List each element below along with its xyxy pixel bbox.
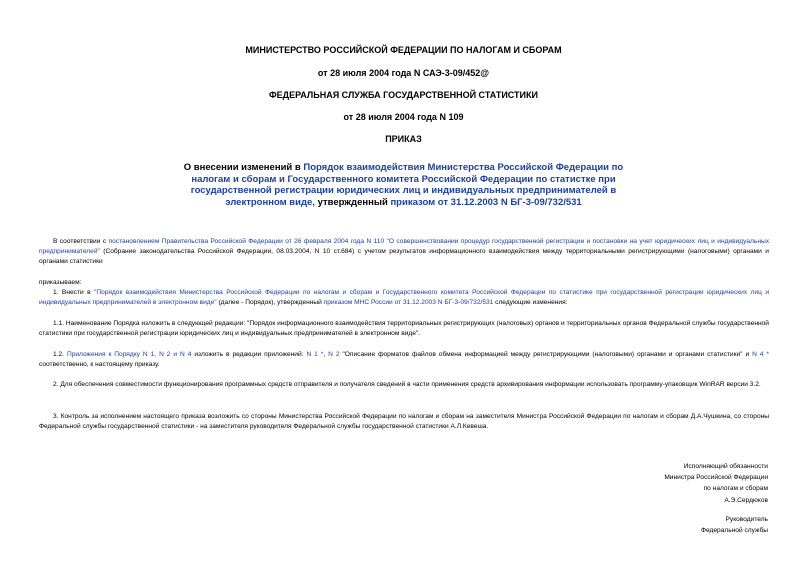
- item-2-paragraph: 2. Для обеспечения совместимости функционирования программных средств отправителя и получателя сведений в части применения средств архивирования информации использовать программу-упаковщик WinRAR версии 3.2.: [53, 381, 761, 388]
- ministry-order-date: от 28 июля 2004 года N САЭ-3-09/452@: [317, 68, 490, 78]
- preamble-text-1: В соответствии с: [53, 238, 109, 245]
- item-1-2-text-2: изложить в редакции приложений:: [191, 351, 307, 358]
- preamble-text-2: (Собрание законодательства Российской Федерации, 08.03.2004, N 10 ст.684) с учетом результатов информационного взаимодействия между территориальными регистрирующими (налоговыми) органами и органами статистики: [39, 248, 769, 265]
- item-1-2-paragraph: [39, 350, 769, 370]
- signature-1-line-3: по налогам и сборам: [703, 485, 768, 493]
- signature-block-1: [664, 461, 768, 506]
- service-order-date: от 28 июля 2004 года N 109: [343, 112, 464, 122]
- mns-order-link[interactable]: приказом МНС России от 31.12.2003 N БГ-3-09/732/531: [323, 299, 494, 306]
- title-middle: утвержденный: [314, 196, 391, 208]
- item-1-2-text-3: ,: [323, 351, 329, 358]
- order-link[interactable]: приказом от 31.12.2003 N БГ-3-09/732/531: [390, 196, 582, 208]
- document-type: ПРИКАЗ: [385, 134, 422, 144]
- signature-2-line-1: Руководитель: [725, 516, 768, 523]
- appendix-2-link[interactable]: N 2: [328, 351, 340, 358]
- item-1-2-text-1: 1.2.: [53, 351, 67, 358]
- signature-1-line-2: Министра Российской Федерации: [664, 474, 768, 482]
- appendix-1-link[interactable]: N 1 *: [306, 351, 324, 358]
- item-1-text-2: (далее - Порядок), утвержденный: [216, 299, 324, 306]
- government-decree-link[interactable]: постановлением Правительства Российской Федерации от 26 февраля 2004 года N 110 "О совершенствовании процедур государственной регистрации и постановки на учет юридических лиц и индивидуальных предпринимателей": [39, 238, 769, 255]
- signature-1-line-1: Исполняющий обязанности: [683, 463, 768, 470]
- document-title: [180, 162, 627, 208]
- procedure-link[interactable]: Порядок взаимодействия Министерства Российской Федерации по налогам и сборам и Государственного комитета Российской Федерации по статистке при государственной регистрации юридических лиц и индивидуальных предпринимателей в электронном виде,: [190, 162, 624, 208]
- ministry-heading: МИНИСТЕРСТВО РОССИЙСКОЙ ФЕДЕРАЦИИ ПО НАЛОГАМ И СБОРАМ: [245, 45, 562, 55]
- procedure-quote-link[interactable]: "Порядок взаимодействия Министерства Российской Федерации по налогам и сборам и Государственного комитета Российской Федерации по статистике при государственной регистрации юридических лиц и индивидуальных предпринимателей в электронном виде": [39, 289, 769, 306]
- order-word: приказываем:: [39, 279, 82, 286]
- item-1-2-text-4: "Описание форматов файлов обмена информацией между регистрирующими (налоговыми) органами и органами статистики" и: [339, 351, 753, 358]
- signature-2-line-2: Федеральной службы: [700, 527, 768, 535]
- item-1-text-3: следующие изменения:: [493, 299, 568, 306]
- appendix-4-link[interactable]: N 4 *: [752, 351, 769, 358]
- service-heading: ФЕДЕРАЛЬНАЯ СЛУЖБА ГОСУДАРСТВЕННОЙ СТАТИСТИКИ: [269, 90, 538, 100]
- title-prefix: О внесении изменений в: [183, 162, 304, 173]
- item-1-2-text-5: соответственно, к настоящему приказу.: [39, 361, 160, 368]
- appendices-link[interactable]: Приложения к Порядку N 1, N 2 и N 4: [66, 351, 192, 358]
- item-1-text-1: 1. Внести в: [53, 289, 95, 296]
- item-1-1-paragraph: 1.1. Наименование Порядка изложить в следующей редакции: "Порядок информационного взаимодействия территориальных регистрирующих (налоговых) органов и территориальных органов Федеральной службы государственной статистики при государственной регистрации юридических лиц и индивидуальных предпринимателей в электронном виде".: [39, 320, 769, 337]
- item-3-paragraph: 3. Контроль за исполнением настоящего приказа возложить со стороны Министерства Российской Федерации по налогам и сборам на заместителя Министра Российской Федерации по налогам и сборам Д.А.Чушкина, со стороны Федеральной службы государственной статистики - на заместителя руководителя Федеральной службы государственной статистики А.Л.Кевеша.: [39, 413, 769, 430]
- signature-1-name: А.Э.Сердюков: [724, 496, 768, 504]
- item-1-paragraph: [39, 288, 769, 308]
- signature-block-2: [701, 514, 768, 536]
- preamble-paragraph: [39, 237, 769, 267]
